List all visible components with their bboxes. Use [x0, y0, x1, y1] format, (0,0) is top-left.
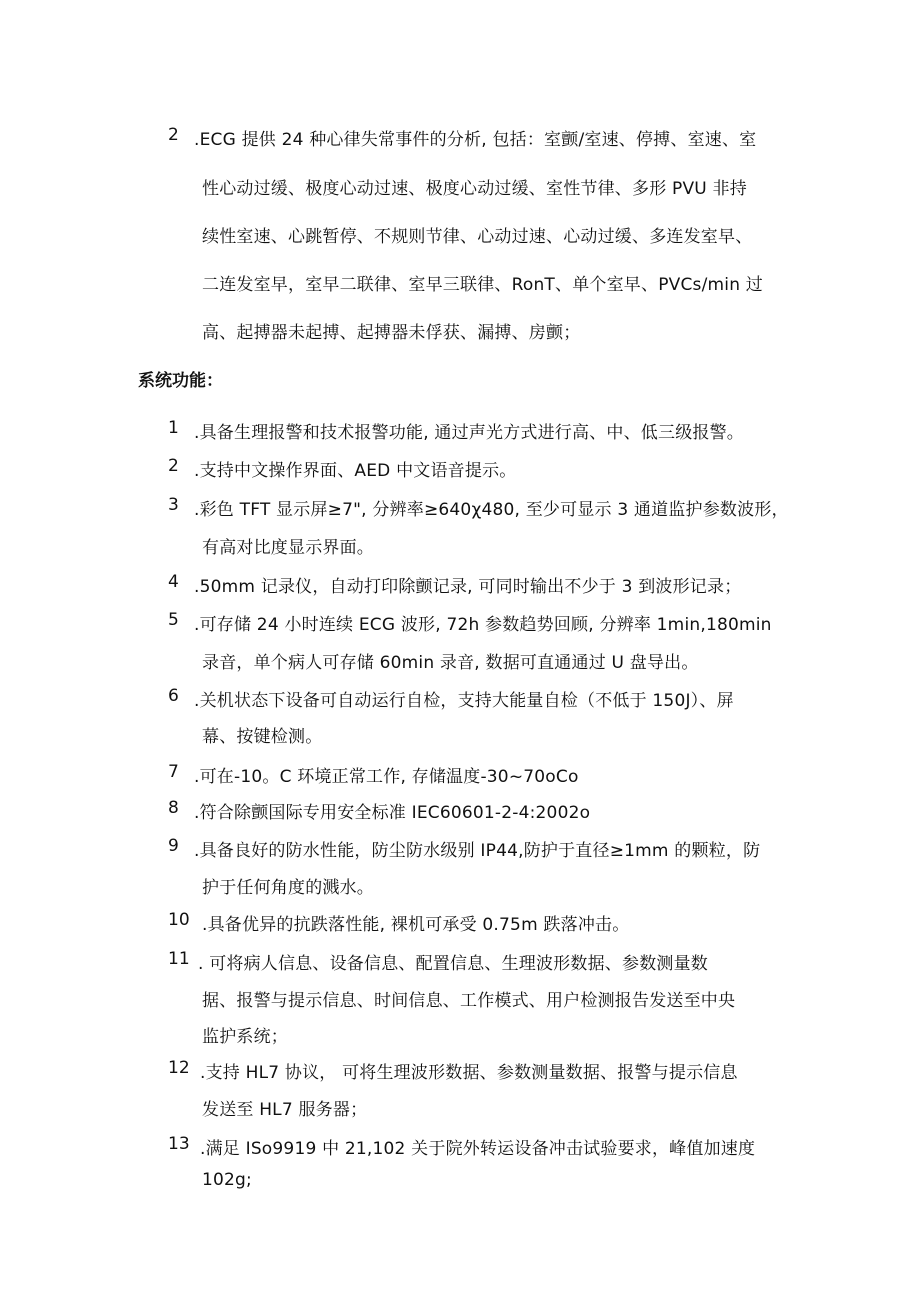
- item-number: 10: [168, 910, 190, 930]
- item-number: 3: [168, 495, 179, 515]
- item-text-line: 有高对比度显示界面。: [202, 538, 374, 558]
- item-text-line: 幕、按键检测。: [202, 727, 323, 747]
- item-number: 2: [168, 125, 179, 145]
- item-text-line: 监护系统；: [202, 1027, 288, 1047]
- item-text-line: .具备良好的防水性能，防尘防水级别 IP44,防护于直径≥1mm 的颗粒，防: [194, 841, 761, 861]
- item-text-line: .50mm 记录仪，自动打印除颤记录, 可同时输出不少于 3 到波形记录；: [194, 577, 742, 597]
- item-text-line: 二连发室早，室早二联律、室早三联律、RonT、单个室早、PVCs/min 过: [202, 275, 764, 295]
- item-text-line: .关机状态下设备可自动运行自检，支持大能量自检（不低于 150J）、屏: [194, 691, 734, 711]
- item-text-line: .具备生理报警和技术报警功能, 通过声光方式进行高、中、低三级报警。: [194, 423, 745, 443]
- item-text-line: .满足 ISo9919 中 21,102 关于院外转运设备冲击试验要求，峰值加速度: [200, 1139, 756, 1159]
- item-number: 4: [168, 572, 179, 592]
- item-text-line: 录音，单个病人可存储 60min 录音, 数据可直通通过 U 盘导出。: [202, 653, 699, 673]
- item-text-line: 据、报警与提示信息、时间信息、工作模式、用户检测报告发送至中央: [202, 991, 736, 1011]
- item-text-line: .可存储 24 小时连续 ECG 波形, 72h 参数趋势回顾, 分辨率 1min,180min: [194, 615, 772, 635]
- item-number: 11: [168, 949, 190, 969]
- item-number: 8: [168, 798, 179, 818]
- item-text-line: 续性室速、心跳暂停、不规则节律、心动过速、心动过缓、多连发室早、: [202, 227, 753, 247]
- item-number: 2: [168, 456, 179, 476]
- item-text-line: .具备优异的抗跌落性能, 裸机可承受 0.75m 跌落冲击。: [202, 915, 630, 935]
- item-text-line: .支持中文操作界面、AED 中文语音提示。: [194, 461, 517, 481]
- item-text-line: 性心动过缓、极度心动过速、极度心动过缓、室性节律、多形 PVU 非持: [202, 179, 747, 199]
- item-text-line: .支持 HL7 协议， 可将生理波形数据、参数测量数据、报警与提示信息: [200, 1063, 738, 1083]
- item-text-line: 护于任何角度的溅水。: [202, 878, 374, 898]
- section-heading: 系统功能：: [138, 371, 223, 391]
- item-number: 1: [168, 418, 179, 438]
- item-number: 7: [168, 762, 179, 782]
- item-text-line: .符合除颤国际专用安全标准 IEC60601-2-4:2002o: [194, 803, 591, 823]
- item-text-line: .可在-10。C 环境正常工作, 存储温度-30~70oCo: [194, 767, 579, 787]
- item-number: 9: [168, 836, 179, 856]
- item-text-line: 发送至 HL7 服务器；: [202, 1100, 368, 1120]
- item-text-line: 高、起搏器未起搏、起搏器未俘获、漏搏、房颤；: [202, 323, 581, 343]
- item-number: 13: [168, 1134, 190, 1154]
- item-text-line: .ECG 提供 24 种心律失常事件的分析, 包括：室颤/室速、停搏、室速、室: [194, 130, 757, 150]
- item-number: 5: [168, 610, 179, 630]
- item-text-line: . 可将病人信息、设备信息、配置信息、生理波形数据、参数测量数: [198, 954, 709, 974]
- item-text-line: .彩色 TFT 显示屏≥7", 分辨率≥640χ480, 至少可显示 3 通道监护参数波形，: [194, 500, 789, 520]
- item-text-line: 102g;: [202, 1170, 252, 1190]
- item-number: 12: [168, 1058, 190, 1078]
- item-number: 6: [168, 686, 179, 706]
